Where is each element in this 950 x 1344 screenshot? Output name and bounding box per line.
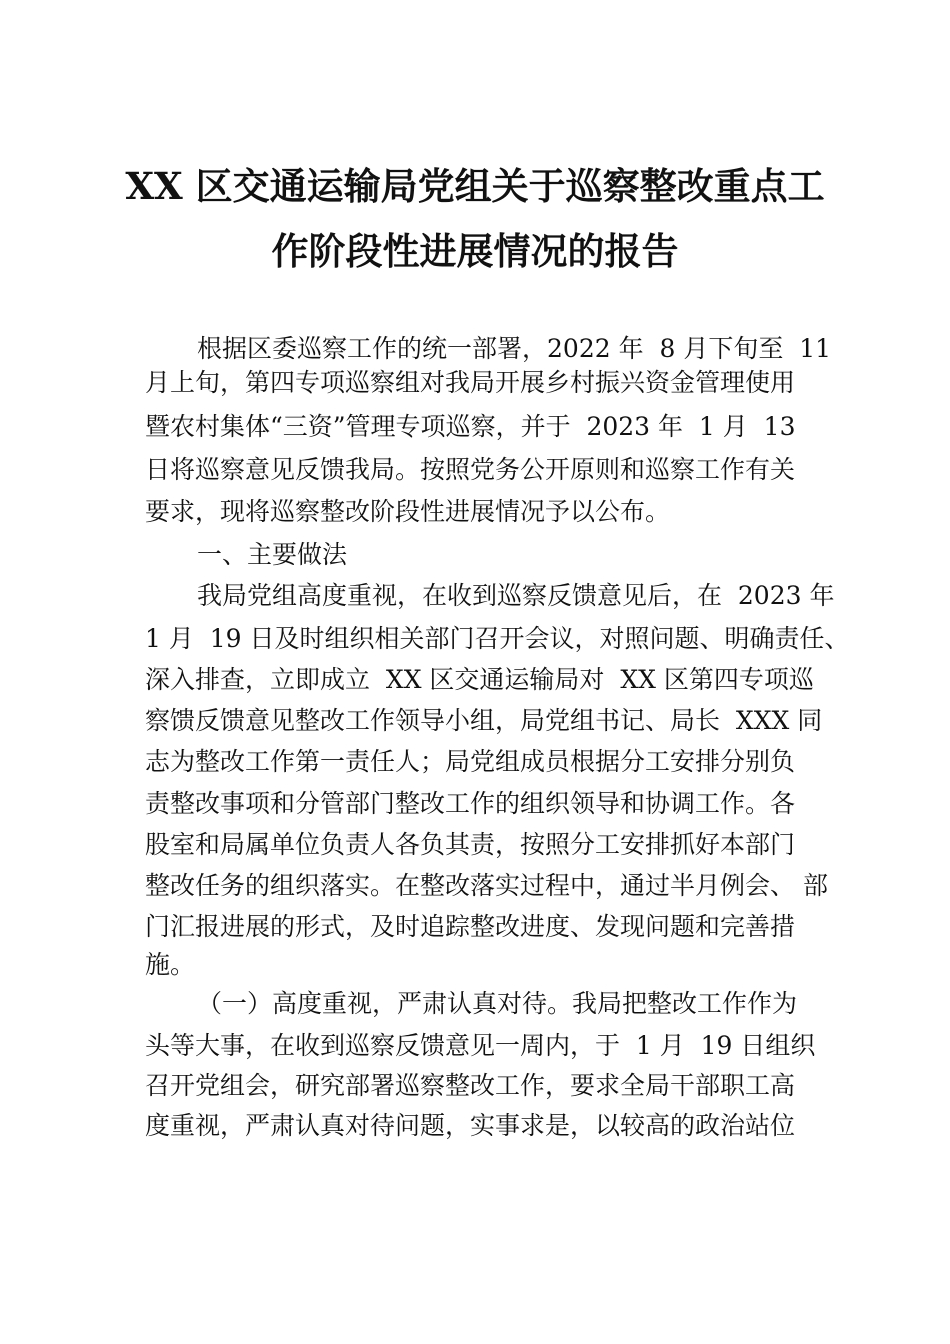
subsection-heading: （一）高度重视，严肃认真对待。我局把整改工作作为: [197, 989, 798, 1018]
body-text-line: 月上旬，第四专项巡察组对我局开展乡村振兴资金管理使用: [145, 368, 796, 397]
body-text-line: 1 月 19 日及时组织相关部门召开会议，对照问题、明确责任、: [145, 624, 850, 653]
body-text-line: 日将巡察意见反馈我局。按照党务公开原则和巡察工作有关: [145, 455, 796, 484]
body-text-line: 志为整改工作第一责任人；局党组成员根据分工安排分别负: [145, 747, 796, 776]
body-text-line: 根据区委巡察工作的统一部署，2022 年 8 月下旬至 11: [197, 334, 832, 363]
body-text-line: 我局党组高度重视，在收到巡察反馈意见后，在 2023 年: [197, 581, 835, 610]
body-text-line: 深入排查，立即成立 XX 区交通运输局对 XX 区第四专项巡: [145, 665, 814, 694]
body-text-line: 察馈反馈意见整改工作领导小组，局党组书记、局长 XXX 同: [145, 706, 823, 735]
document-title-line-1: XX 区交通运输局党组关于巡察整改重点工: [125, 164, 825, 208]
body-text-line: 召开党组会，研究部署巡察整改工作，要求全局干部职工高: [145, 1071, 796, 1100]
section-heading: 一、主要做法: [197, 540, 348, 569]
body-text-line: 股室和局属单位负责人各负其责，按照分工安排抓好本部门: [145, 830, 796, 859]
body-text-line: 度重视，严肃认真对待问题，实事求是，以较高的政治站位: [145, 1111, 796, 1140]
document-title-line-2: 作阶段性进展情况的报告: [271, 229, 679, 273]
body-text-line: 门汇报进展的形式，及时追踪整改进度、发现问题和完善措: [145, 912, 796, 941]
body-text-line: 头等大事，在收到巡察反馈意见一周内，于 1 月 19 日组织: [145, 1031, 816, 1060]
body-text-line: 整改任务的组织落实。在整改落实过程中，通过半月例会、 部: [145, 871, 828, 900]
body-text-line: 暨农村集体“三资”管理专项巡察，并于 2023 年 1 月 13: [145, 412, 796, 441]
body-text-line: 责整改事项和分管部门整改工作的组织领导和协调工作。各: [145, 789, 796, 818]
body-text-line: 施。: [145, 950, 196, 979]
body-text-line: 要求，现将巡察整改阶段性进展情况予以公布。: [145, 497, 671, 526]
